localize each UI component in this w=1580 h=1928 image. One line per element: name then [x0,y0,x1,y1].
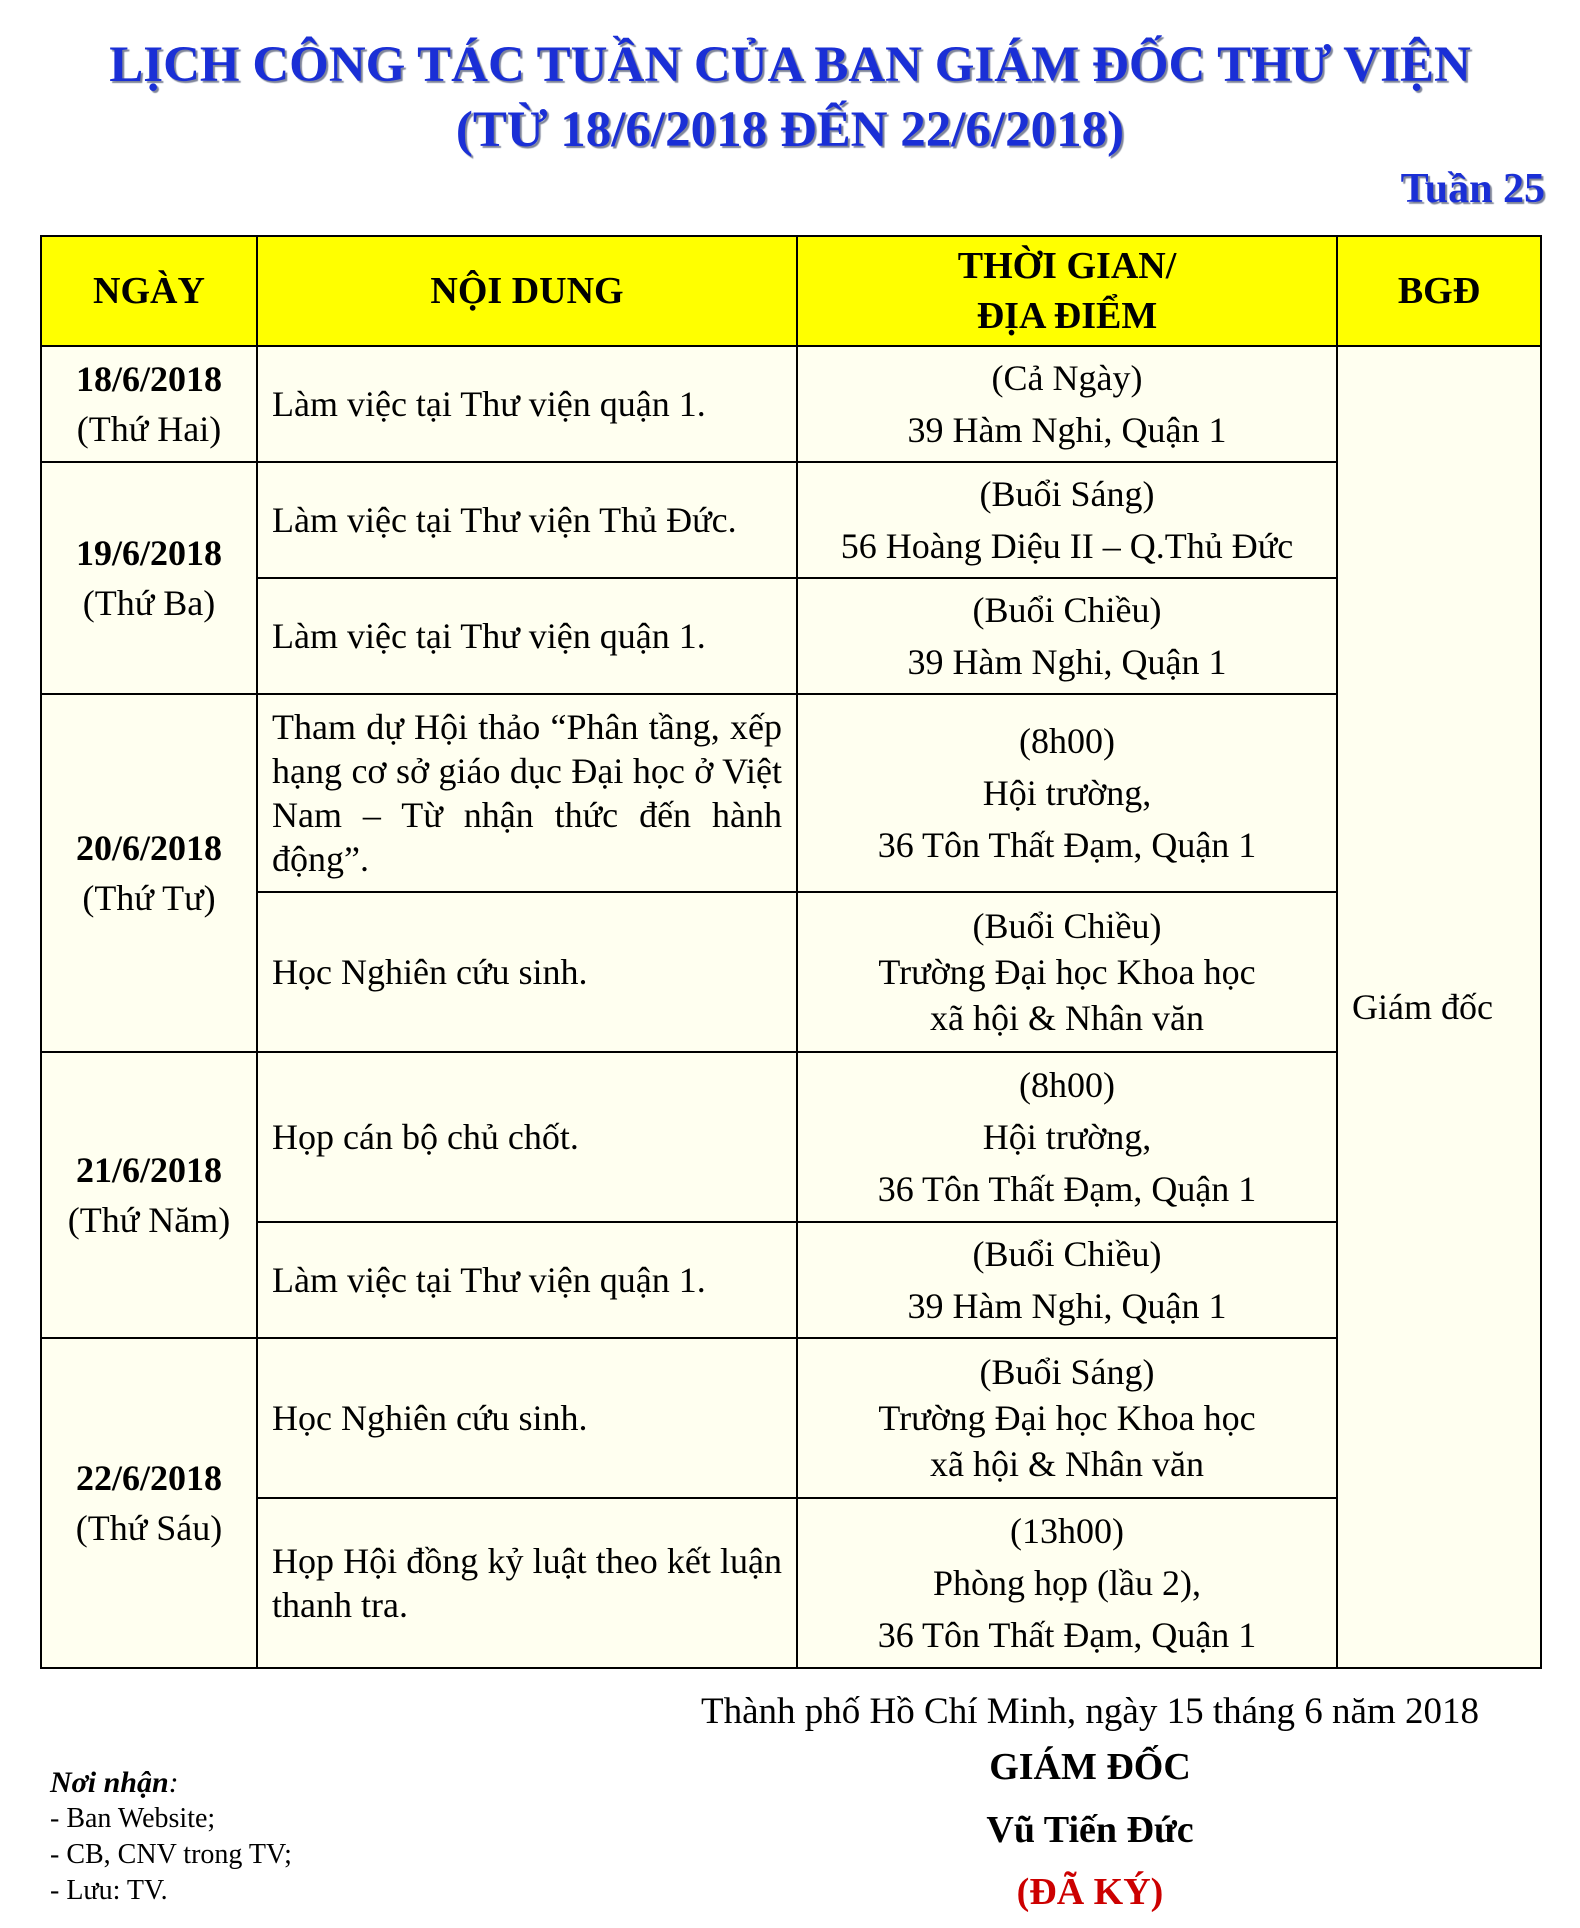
day-weekday: (Thứ Năm) [67,1200,231,1240]
day-date: 19/6/2018 [75,533,222,573]
bgd-cell: Giám đốc [1337,346,1541,1668]
table-row [41,578,1541,694]
place-line: 39 Hàm Nghi, Quận 1 [907,1286,1227,1326]
header-time-place [797,236,1337,346]
place-line: (Buổi Chiều) [972,1234,1162,1274]
content-cell: Học Nghiên cứu sinh. [257,892,797,1052]
recipient-item: - CB, CNV trong TV; [50,1839,292,1870]
day-weekday: (Thứ Sáu) [75,1508,223,1548]
place-cell [797,346,1337,462]
place-line: 39 Hàm Nghi, Quận 1 [907,642,1227,682]
place-cell [797,1222,1337,1338]
day-weekday: (Thứ Tư) [82,878,216,918]
document-title-line1: LỊCH CÔNG TÁC TUẦN CỦA BAN GIÁM ĐỐC THƯ VIỆN [109,37,1471,93]
place-cell [797,694,1337,892]
table-row [41,1222,1541,1338]
city-date: Thành phố Hồ Chí Minh, ngày 15 tháng 6 năm 2018 [701,1691,1479,1732]
table-header-row [41,236,1541,346]
recipients-block [50,1765,292,1909]
table-row [41,694,1541,892]
table-row [41,1498,1541,1668]
recipient-item: - Lưu: TV. [50,1875,168,1906]
table-row [41,346,1541,462]
place-line: 56 Hoàng Diệu II – Q.Thủ Đức [840,526,1294,566]
signer-name: Vũ Tiến Đức [986,1809,1194,1851]
content-cell: Họp cán bộ chủ chốt. [257,1052,797,1222]
content-cell: Họp Hội đồng kỷ luật theo kết luận thanh tra. [257,1498,797,1668]
place-line: xã hội & Nhân văn [930,998,1204,1038]
place-line: Hội trường, [982,773,1152,813]
day-date: 22/6/2018 [75,1458,222,1498]
document-title-line2: (TỪ 18/6/2018 ĐẾN 22/6/2018) [455,102,1125,158]
place-line: 39 Hàm Nghi, Quận 1 [907,410,1227,450]
day-weekday: (Thứ Ba) [82,583,216,623]
content-cell: Làm việc tại Thư viện quận 1. [257,578,797,694]
place-cell [797,1338,1337,1498]
place-line: 36 Tôn Thất Đạm, Quận 1 [877,1169,1257,1209]
header-day: NGÀY [41,236,257,346]
place-cell [797,578,1337,694]
place-line: (Buổi Sáng) [979,1352,1155,1392]
content-cell: Học Nghiên cứu sinh. [257,1338,797,1498]
day-weekday: (Thứ Hai) [76,409,222,449]
table-row [41,1338,1541,1498]
place-line: (8h00) [1019,721,1115,761]
table-row [41,1052,1541,1222]
place-line: xã hội & Nhân văn [930,1444,1204,1484]
recipients-heading: Nơi nhận: [50,1766,179,1799]
place-line: 36 Tôn Thất Đạm, Quận 1 [877,825,1257,865]
recipient-item: - Ban Website; [50,1803,216,1834]
place-line: (8h00) [1019,1065,1115,1105]
week-label: Tuần 25 [1400,166,1545,212]
content-cell: Tham dự Hội thảo “Phân tầng, xếp hạng cơ sở giáo dục Đại học ở Việt Nam – Từ nhận thức đến hành động”. [257,694,797,892]
content-cell: Làm việc tại Thư viện quận 1. [257,346,797,462]
header-bgd: BGĐ [1337,236,1541,346]
content-cell: Làm việc tại Thư viện quận 1. [257,1222,797,1338]
day-date: 20/6/2018 [75,828,222,868]
signed-stamp: (ĐÃ KÝ) [1016,1871,1164,1913]
place-cell [797,1498,1337,1668]
content-cell: Làm việc tại Thư viện Thủ Đức. [257,462,797,578]
day-cell [41,1052,257,1338]
header-place: ĐỊA ĐIỂM [976,295,1158,337]
day-cell [41,462,257,694]
day-date: 21/6/2018 [75,1150,222,1190]
place-line: Phòng họp (lầu 2), [933,1563,1201,1603]
place-line: (Buổi Chiều) [972,906,1162,946]
place-line: 36 Tôn Thất Đạm, Quận 1 [877,1615,1257,1655]
day-cell [41,694,257,1052]
signer-role: GIÁM ĐỐC [989,1746,1191,1788]
header-time: THỜI GIAN/ [957,245,1177,287]
place-line: (13h00) [1010,1511,1124,1551]
place-line: (Cả Ngày) [991,358,1143,398]
place-line: (Buổi Sáng) [979,474,1155,514]
place-line: Trường Đại học Khoa học [878,1398,1256,1438]
day-cell [41,1338,257,1668]
place-line: Trường Đại học Khoa học [878,952,1256,992]
table-row [41,892,1541,1052]
day-cell [41,346,257,462]
place-cell [797,892,1337,1052]
schedule-table [40,235,1542,1669]
header-content: NỘI DUNG [257,236,797,346]
table-row [41,462,1541,578]
place-cell [797,1052,1337,1222]
day-date: 18/6/2018 [75,359,222,399]
place-line: Hội trường, [982,1117,1152,1157]
place-cell [797,462,1337,578]
place-line: (Buổi Chiều) [972,590,1162,630]
